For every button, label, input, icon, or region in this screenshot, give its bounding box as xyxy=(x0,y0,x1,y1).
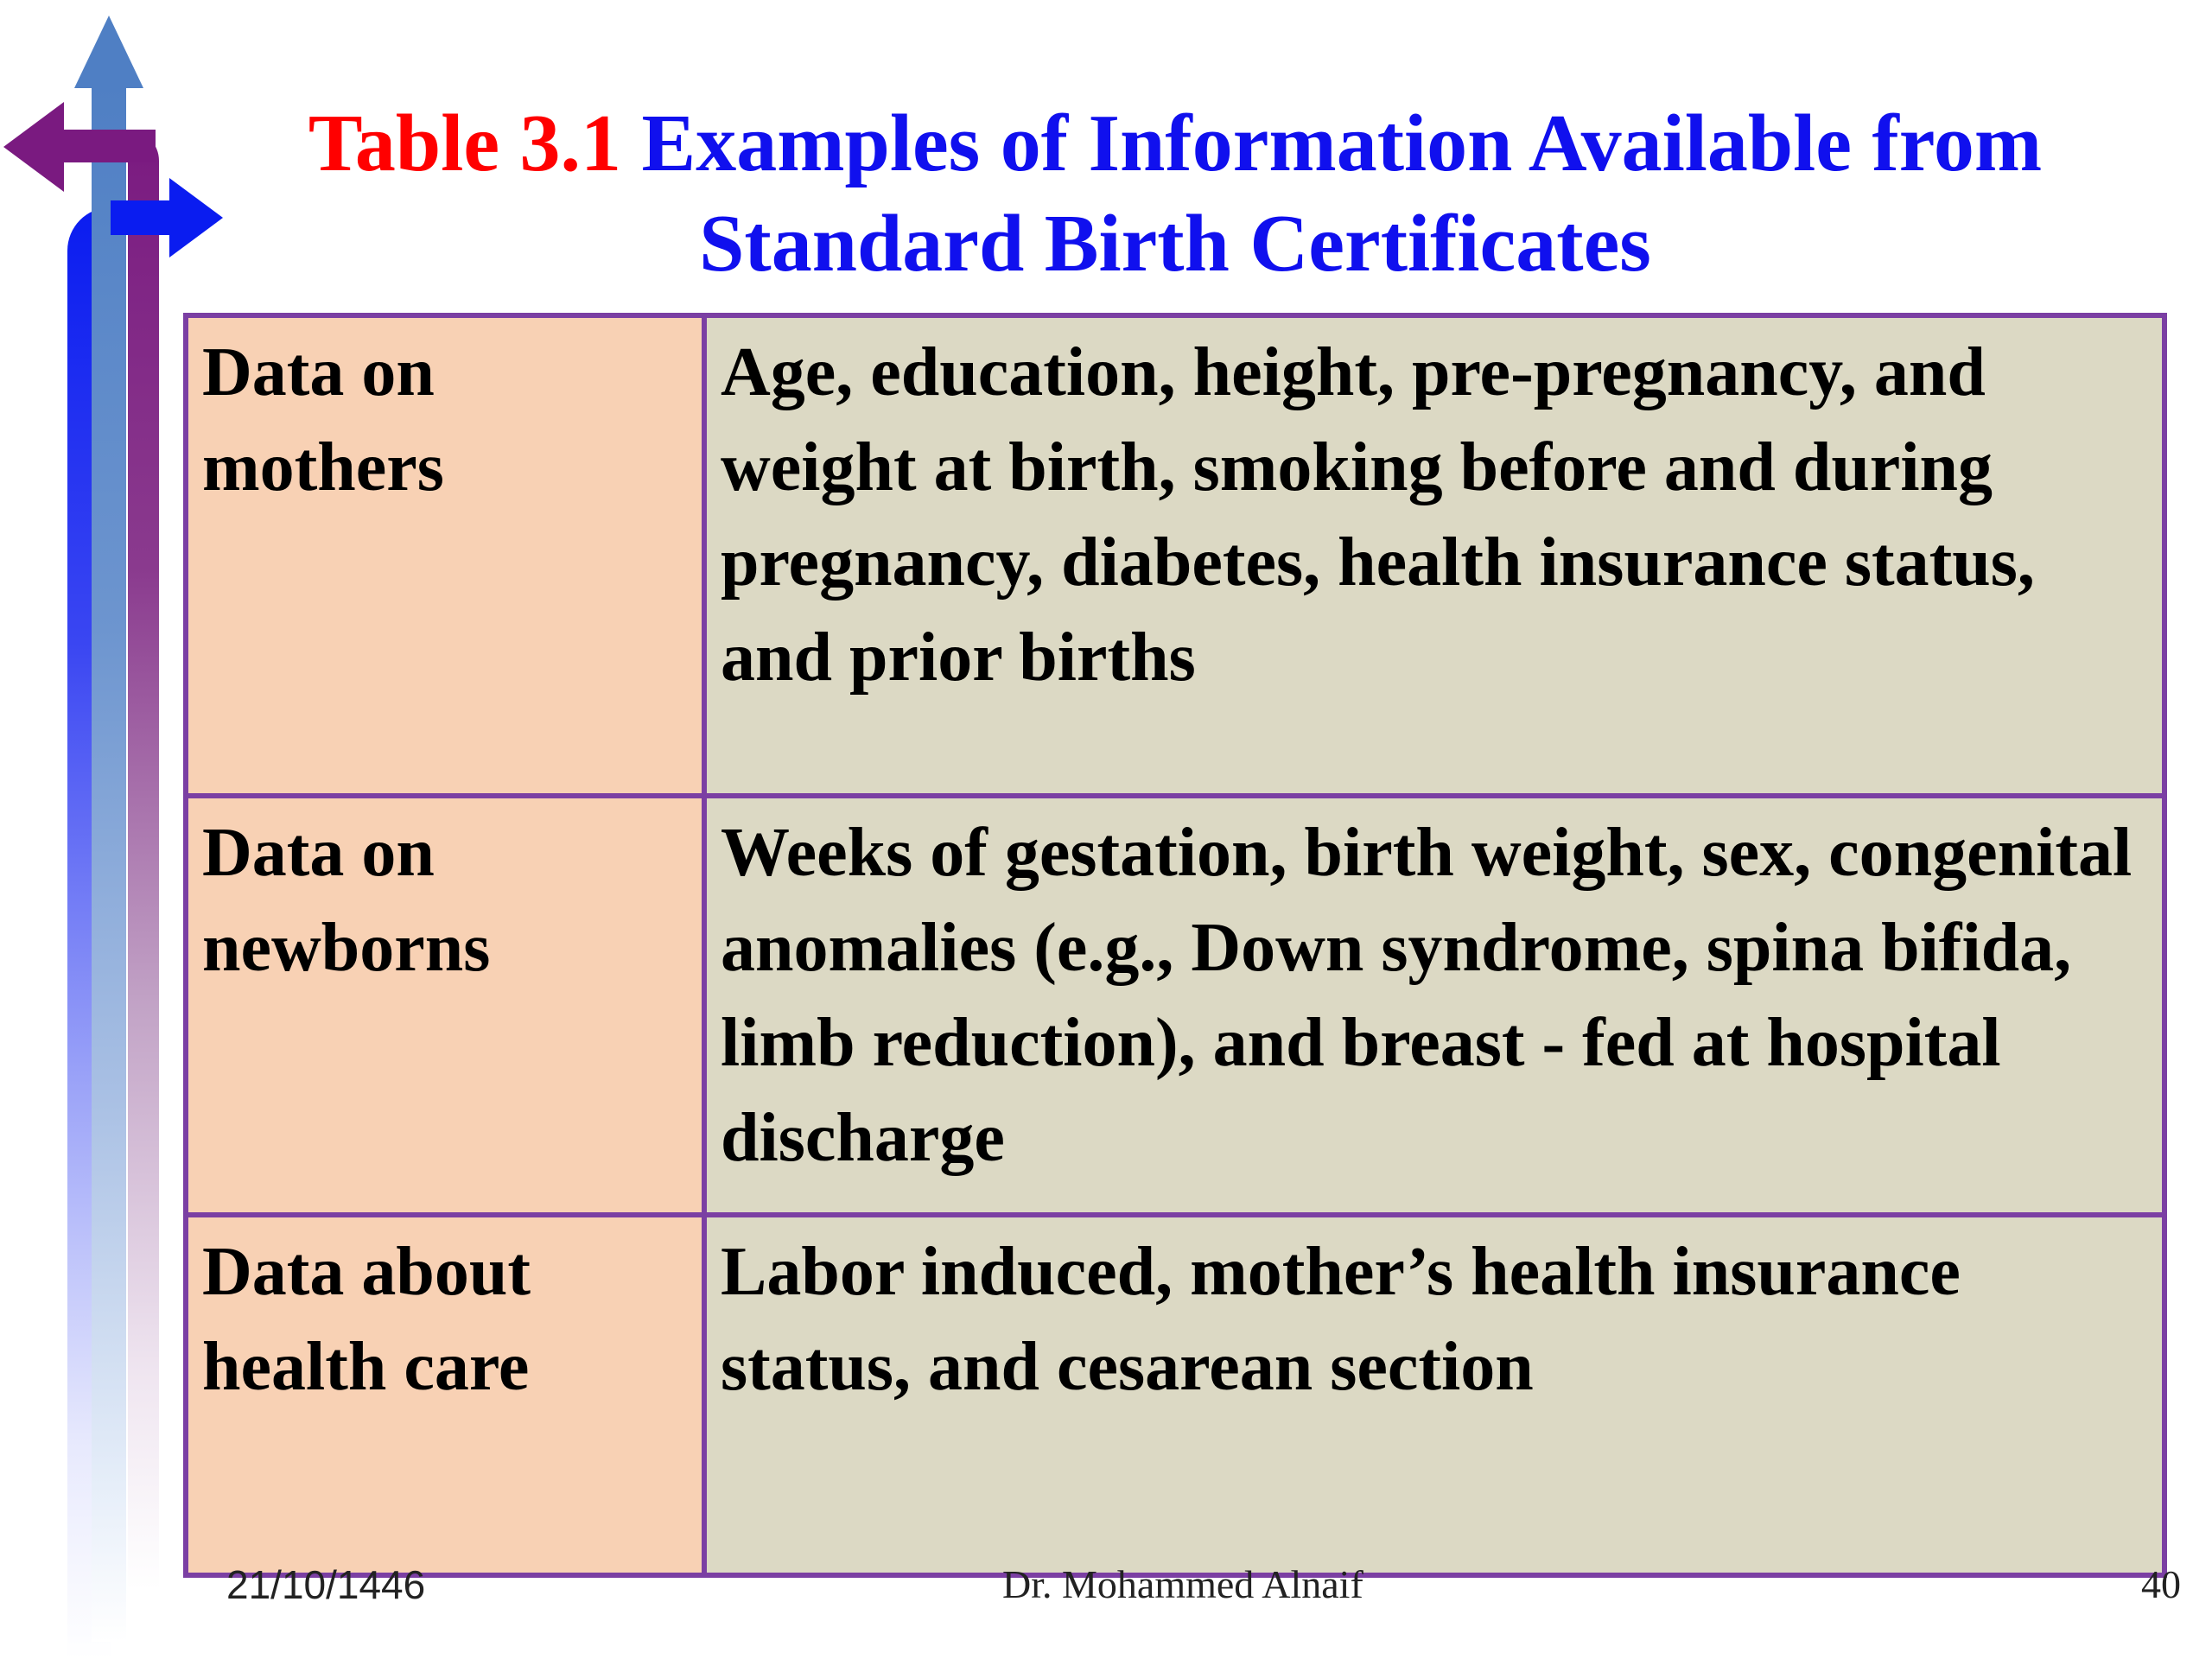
row-content-cell: Labor induced, mother’s health insurance status, and cesarean section xyxy=(704,1215,2164,1575)
footer-author: Dr. Mohammed Alnaif xyxy=(1002,1562,1363,1606)
row-content-cell: Weeks of gestation, birth weight, sex, congenital anomalies (e.g., Down syndrome, spina bifida, limb reduction), and breast - fed at hospital discharge xyxy=(704,796,2164,1215)
footer-date: 21/10/1446 xyxy=(226,1562,426,1607)
purple-arrow-shaft xyxy=(128,130,159,1590)
table-row xyxy=(186,1215,2164,1575)
table-row xyxy=(186,315,2164,796)
purple-arrow-stem xyxy=(52,130,156,162)
table-number-label: Table 3.1 xyxy=(308,99,622,188)
slide-title xyxy=(181,93,2169,294)
row-header-cell: Data on mothers xyxy=(186,315,704,796)
table-title-text: Examples of Information Available from Standard Birth Certificates xyxy=(641,99,2043,289)
arrow-left-icon xyxy=(3,102,64,192)
blue-arrow-stem xyxy=(111,200,171,235)
footer-page-number: 40 xyxy=(2141,1562,2181,1606)
steel-blue-arrow-shaft xyxy=(92,86,126,1642)
row-header-cell: Data about health care xyxy=(186,1215,704,1575)
birth-certificate-info-table xyxy=(183,313,2167,1578)
arrow-up-icon xyxy=(74,16,143,88)
row-header-cell: Data on newborns xyxy=(186,796,704,1215)
row-content-cell: Age, education, height, pre-pregnancy, and weight at birth, smoking before and during pregnancy, diabetes, health insurance status, and prior births xyxy=(704,315,2164,796)
table-row xyxy=(186,796,2164,1215)
